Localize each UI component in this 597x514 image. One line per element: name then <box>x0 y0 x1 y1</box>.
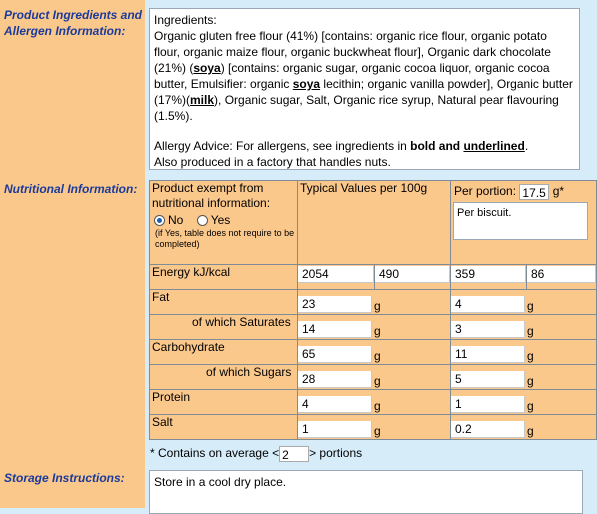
allergen-soya: soya <box>292 77 321 91</box>
nutrition-label: Nutritional Information: <box>4 182 138 196</box>
row-label: Salt <box>150 415 298 440</box>
per-portion-unit: g* <box>552 184 565 198</box>
row-label: of which Sugars <box>150 365 298 390</box>
allergy-advice: Allergy Advice: For allergens, see ingredients in bold and underlined. Also produced in a factory that handles nuts. <box>154 139 529 169</box>
row-label: Carbohydrate <box>150 340 298 365</box>
carbohydrate-input[interactable]: 65 <box>298 346 372 363</box>
storage-textarea[interactable]: Store in a cool dry place. <box>149 470 583 514</box>
fat-input[interactable]: 23 <box>298 296 372 313</box>
per-portion-input[interactable]: 17.5 <box>519 184 549 200</box>
radio-yes-button[interactable] <box>197 215 208 226</box>
radio-no[interactable]: No <box>154 213 183 227</box>
nutrition-table: Product exempt from nutritional information: No Yes (if Yes, table does not require to be completed) Typical Values per 100g Per portion: 17.5 g* Per biscuit. Energy kJ/kcal 2054 490 359 86 Fat 23 g 4 g of which Saturates 14 g 3 g Carbohydrate 65 g 11 g of which Sugars 28 g 5 g Protein 4 g 1 g Salt 1 g 0.2 g <box>149 180 597 440</box>
row-label: Energy kJ/kcal <box>150 265 298 290</box>
portion-carbohydrate-input[interactable]: 11 <box>451 346 525 363</box>
portion-protein-input[interactable]: 1 <box>451 396 525 413</box>
storage-label: Storage Instructions: <box>4 471 125 485</box>
row-label: Protein <box>150 390 298 415</box>
typical-values-header-cell <box>298 181 451 265</box>
ingredients-textarea[interactable] <box>149 8 580 170</box>
sugars-input[interactable]: 28 <box>298 371 372 388</box>
salt-input[interactable]: 1 <box>298 421 372 438</box>
ingredients-label: Product Ingredients and Allergen Information: <box>4 8 143 38</box>
energy-kcal-input[interactable]: 490 <box>375 266 450 283</box>
ingredients-text: Organic gluten free flour (41%) [contains: organic rice flour, organic potato flour, organic maize flour, organic buckwheat flour], Organic dark chocolate (21%) (soya) [contains: organic sugar, organic cocoa liquor, organic cocoa butter, Emulsifier: organic soya lecithin; organic vanilla powder], Organic butter (17%)(milk), Organic sugar, Salt, Organic rice syrup, Natural pear flavouring (1.5%). <box>154 29 573 123</box>
portion-sugars-input[interactable]: 5 <box>451 371 525 388</box>
exempt-label: Product exempt from nutritional information: <box>152 181 271 210</box>
label-column <box>0 0 145 508</box>
row-label: of which Saturates <box>150 315 298 340</box>
portion-energy-kj-input[interactable]: 359 <box>451 266 526 283</box>
portion-description-input[interactable]: Per biscuit. <box>453 202 588 240</box>
radio-yes[interactable]: Yes <box>197 213 231 227</box>
portions-note: * Contains on average < 2 > portions <box>150 446 363 462</box>
allergen-milk: milk <box>190 93 215 107</box>
portion-fat-input[interactable]: 4 <box>451 296 525 313</box>
portion-saturates-input[interactable]: 3 <box>451 321 525 338</box>
row-label: Fat <box>150 290 298 315</box>
per-portion-label: Per portion: <box>454 184 517 198</box>
radio-no-button[interactable] <box>154 215 165 226</box>
portion-energy-kcal-input[interactable]: 86 <box>527 266 596 283</box>
portion-salt-input[interactable]: 0.2 <box>451 421 525 438</box>
exempt-note: (if Yes, table does not require to be completed) <box>155 228 295 249</box>
exempt-cell <box>150 181 298 265</box>
ingredients-heading: Ingredients: <box>154 13 217 27</box>
energy-kj-input[interactable]: 2054 <box>298 266 374 283</box>
portions-input[interactable]: 2 <box>279 446 309 462</box>
protein-input[interactable]: 4 <box>298 396 372 413</box>
allergen-soya: soya <box>193 61 221 75</box>
per-portion-header-cell <box>451 181 597 265</box>
typical-values-header: Typical Values per 100g <box>300 181 428 195</box>
saturates-input[interactable]: 14 <box>298 321 372 338</box>
